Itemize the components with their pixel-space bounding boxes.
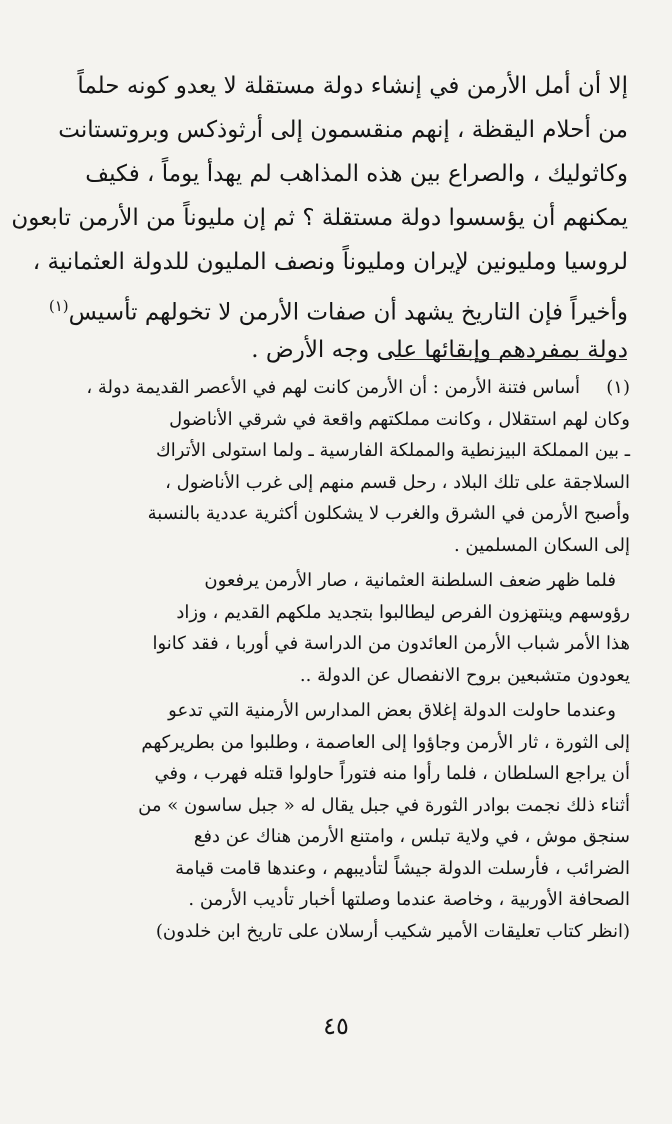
main-line: من أحلام اليقظة ، إنهم منقسمون إلى أرثوذكس وبروتستانت: [58, 117, 628, 143]
main-line-text: وأخيراً فإن التاريخ يشهد أن صفات الأرمن لا تخولهم تأسيس: [68, 299, 628, 326]
footnote-line: وأصبح الأرمن في الشرق والغرب لا يشكلون أكثرية عددية بالنسبة: [147, 503, 630, 524]
footnote-line: الضرائب ، فأرسلت الدولة جيشاً لتأديبهم ، وعندها قامت قيامة: [175, 857, 630, 879]
footnote-line: السلاجقة على تلك البلاد ، رحل قسم منهم إلى غرب الأناضول ،: [165, 471, 630, 493]
main-line: وكاثوليك ، والصراع بين هذه المذاهب لم يهدأ يوماً ، فكيف: [85, 161, 628, 187]
footnote-line: رؤوسهم وينتهزون الفرص ليطالبوا بتجديد ملكهم القديم ، وزاد: [176, 601, 630, 623]
main-line: إلا أن أمل الأرمن في إنشاء دولة مستقلة لا يعدو كونه حلماً: [77, 73, 628, 99]
main-text: [11, 64, 628, 372]
footnote-line: فلما ظهر ضعف السلطنة العثمانية ، صار الأرمن يرفعون: [204, 570, 616, 591]
footnote-line: يعودون متشبعين بروح الانفصال عن الدولة ..: [299, 664, 630, 686]
footnote-paragraph: [82, 695, 630, 727]
main-line: يمكنهم أن يؤسسوا دولة مستقلة ؟ ثم إن مليوناً من الأرمن تابعون: [11, 205, 628, 231]
main-line: دولة بمفردهم وإبقائها على وجه الأرض .: [251, 337, 628, 363]
footnote-paragraph: [82, 565, 630, 597]
footnote-line: (انظر كتاب تعليقات الأمير شكيب أرسلان على تاريخ ابن خلدون): [155, 920, 630, 942]
footnote-line: إلى الثورة ، ثار الأرمن وجاؤوا إلى العاصمة ، وطلبوا من بطريركهم: [141, 731, 630, 753]
footnote-line: وعندما حاولت الدولة إغلاق بعض المدارس الأرمنية التي تدعو: [168, 700, 616, 721]
footnote-number: (١): [606, 377, 630, 398]
main-line: [48, 284, 628, 328]
main-line: لروسيا ومليونين لإيران ومليوناً ونصف المليون للدولة العثمانية ،: [32, 249, 628, 275]
footnote-line: هذا الأمر شباب الأرمن العائدون من الدراسة في أوربا ، فقد كانوا: [152, 633, 630, 654]
footnote-line: سنجق موش ، في ولاية تبلس ، وامتنع الأرمن هناك عن دفع: [193, 826, 630, 847]
footnote-line: الصحافة الأوربية ، وخاصة عندما وصلتها أخبار تأديب الأرمن .: [188, 889, 630, 910]
footnote-line: وكان لهم استقلال ، وكانت مملكتهم واقعة في شرقي الأناضول: [169, 408, 630, 430]
footnotes: [82, 372, 630, 947]
footnote-1: [82, 372, 630, 404]
footnote-line: أثناء ذلك نجمت بوادر الثورة في جبل يقال له « جبل ساسون » من: [138, 794, 630, 816]
page-number: ٤٥: [323, 1012, 349, 1040]
footnote-reference: (١): [48, 297, 69, 315]
footnote-line: ـ بين المملكة البيزنطية والمملكة الفارسية ـ ولما استولى الأتراك: [155, 440, 630, 461]
footnote-line: إلى السكان المسلمين .: [453, 534, 630, 556]
footnote-line: أساس فتنة الأرمن : أن الأرمن كانت لهم في الأعصر القديمة دولة ،: [86, 377, 580, 398]
footnote-line: أن يراجع السلطان ، فلما رأوا منه فتوراً حاولوا قتله فهرب ، وفي: [154, 763, 630, 784]
footnote-divider: [395, 359, 627, 360]
